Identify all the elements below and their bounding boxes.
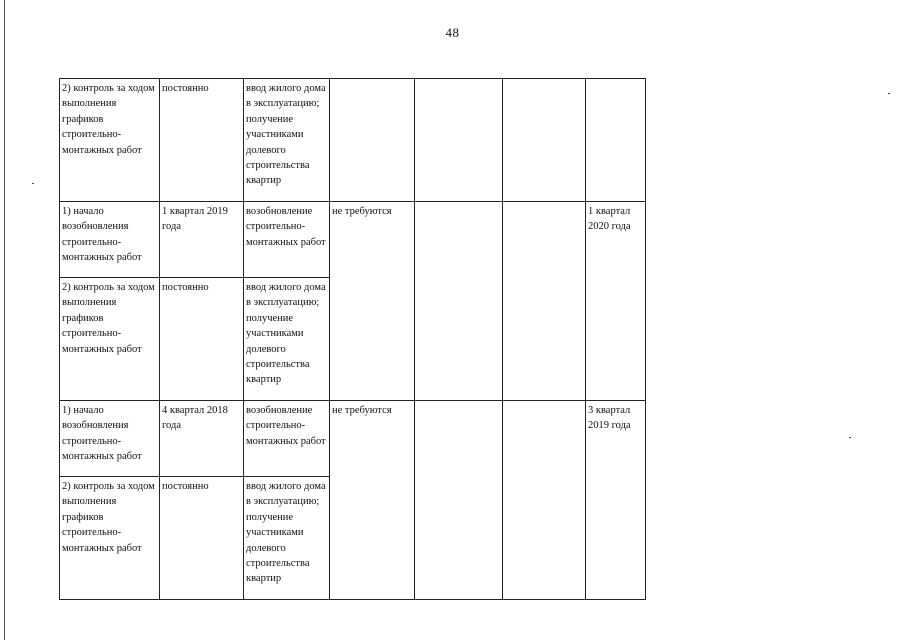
result-cell: ввод жилого дома в эксплуатацию; получение участниками долевого строительства квартир [244, 79, 330, 202]
term-cell: 4 квартал 2018 года [160, 401, 244, 477]
result-cell: ввод жилого дома в эксплуатацию; получение участниками долевого строительства квартир [244, 477, 330, 600]
measures-cell [330, 79, 415, 202]
empty-cell [415, 401, 503, 600]
empty-cell [415, 202, 503, 401]
result-cell: возобновление строительно-монтажных работ [244, 401, 330, 477]
deadline-cell: 1 квартал 2020 года [586, 202, 646, 401]
scan-speck [849, 437, 851, 438]
result-cell: возобновление строительно-монтажных работ [244, 202, 330, 278]
scan-speck [888, 93, 890, 94]
term-cell: постоянно [160, 278, 244, 401]
measures-cell: не требуются [330, 202, 415, 401]
event-cell: 2) контроль за ходом выполнения графиков строительно-монтажных работ [60, 79, 160, 202]
term-cell: постоянно [160, 477, 244, 600]
deadline-cell: 3 квартал 2019 года [586, 401, 646, 600]
term-cell: 1 квартал 2019 года [160, 202, 244, 278]
result-cell: ввод жилого дома в эксплуатацию; получение участниками долевого строительства квартир [244, 278, 330, 401]
table-row [60, 79, 646, 202]
term-cell: постоянно [160, 79, 244, 202]
empty-cell [503, 202, 586, 401]
page-number: 48 [445, 25, 460, 40]
table-row [60, 202, 646, 278]
deadline-cell [586, 79, 646, 202]
event-cell: 2) контроль за ходом выполнения графиков строительно-монтажных работ [60, 477, 160, 600]
table-row [60, 401, 646, 477]
empty-cell [415, 79, 503, 202]
event-cell: 1) начало возобновления строительно-монтажных работ [60, 401, 160, 477]
event-cell: 1) начало возобновления строительно-монтажных работ [60, 202, 160, 278]
scan-speck [32, 183, 34, 184]
measures-cell: не требуются [330, 401, 415, 600]
scan-edge-line [4, 0, 5, 640]
schedule-table [59, 78, 646, 600]
event-cell: 2) контроль за ходом выполнения графиков строительно-монтажных работ [60, 278, 160, 401]
empty-cell [503, 79, 586, 202]
empty-cell [503, 401, 586, 600]
